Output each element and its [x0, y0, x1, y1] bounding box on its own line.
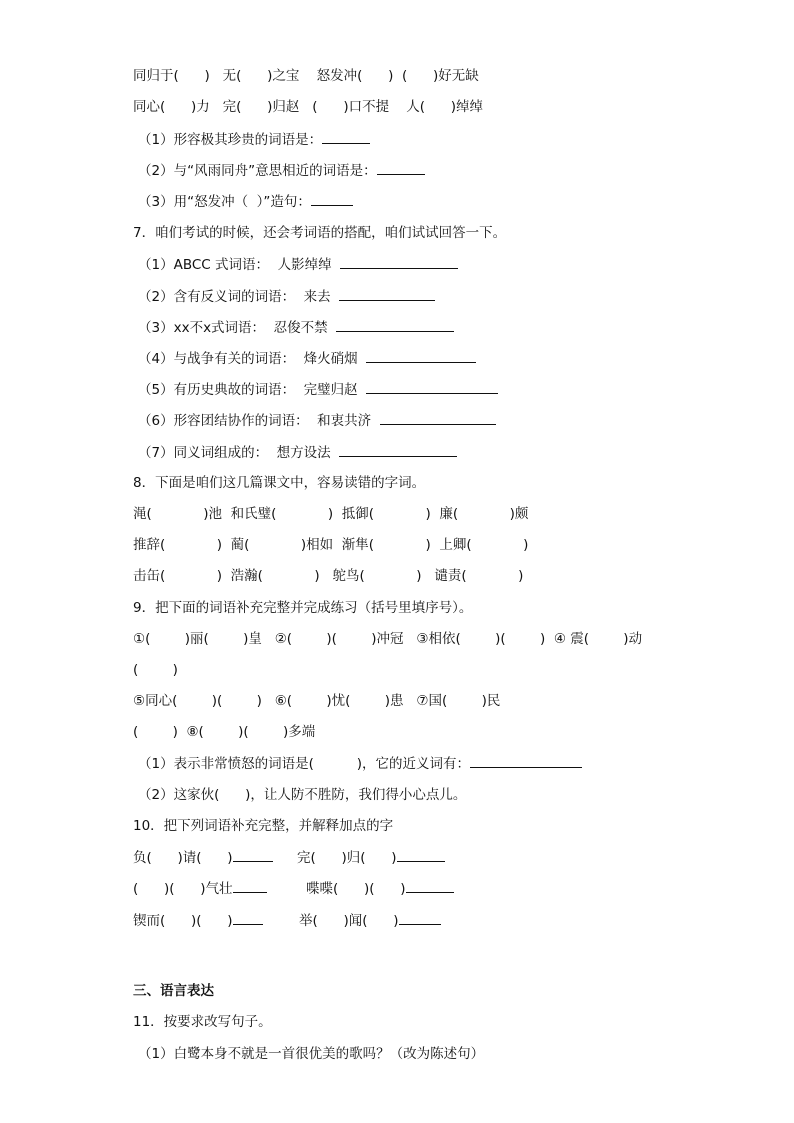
q7-item-1	[138, 254, 458, 274]
answer-blank[interactable]	[340, 254, 458, 269]
q11-sub-1: （1）白鹭本身不就是一首很优美的歌吗？（改为陈述句）	[138, 1046, 485, 1062]
q10-row-2-right	[306, 878, 454, 898]
answer-blank[interactable]	[233, 878, 267, 893]
q7-item-6	[138, 410, 496, 430]
q7-item-1-text: （1）ABCC 式词语： 人影绰绰	[138, 257, 341, 273]
answer-blank[interactable]	[399, 910, 441, 925]
section-heading: 三、语言表达	[133, 983, 214, 999]
q9-row-3: ( ) ⑧( )( )多端	[133, 724, 316, 740]
pinyin-row-3: 击缶( ) 浩瀚( ) 鸵鸟( ) 谴责( )	[133, 568, 524, 584]
q9-row-1: ①( )丽( )皇 ②( )( )冲冠 ③相依( )( ) ④ 震( )动	[133, 631, 643, 647]
q10-row-1-right	[297, 847, 445, 867]
answer-blank[interactable]	[366, 348, 476, 363]
q7-item-7-text: （7）同义词组成的： 想方设法	[138, 445, 340, 461]
q6-sub-1	[138, 129, 370, 149]
q7-item-3-text: （3）xx不x式词语： 忍俊不禁	[138, 320, 337, 336]
q6-sub-2-text: （2）与“风雨同舟”意思相近的词语是：	[138, 163, 377, 179]
q10-right-text: 举( )闻( )	[299, 913, 399, 929]
q7-item-2-text: （2）含有反义词的词语： 来去	[138, 289, 340, 305]
q10-left-text: 负( )请( )	[133, 850, 233, 866]
q10-row-3-right	[299, 910, 441, 930]
q7-item-6-text: （6）形容团结协作的词语： 和衷共济	[138, 413, 380, 429]
q10-right-text: 喋喋( )( )	[306, 881, 406, 897]
answer-blank[interactable]	[377, 160, 425, 175]
answer-blank[interactable]	[233, 847, 273, 862]
answer-blank[interactable]	[311, 191, 353, 206]
q10-right-text: 完( )归( )	[297, 850, 397, 866]
q10-left-text: ( )( )气壮	[133, 881, 233, 897]
q7-item-5	[138, 379, 498, 399]
q7-item-4-text: （4）与战争有关的词语： 烽火硝烟	[138, 351, 367, 367]
q7-item-3	[138, 317, 454, 337]
pinyin-row-1: 渑( )池 和氏璧( ) 抵御( ) 廉( )颇	[133, 506, 529, 522]
q7-item-4	[138, 348, 476, 368]
q6-sub-2	[138, 160, 425, 180]
answer-blank[interactable]	[397, 847, 445, 862]
question-9-title: 9．把下面的词语补充完整并完成练习（括号里填序号）。	[133, 600, 473, 616]
idiom-row-1: 同归于( ) 无( )之宝 怒发冲( ) ( )好无缺	[133, 68, 479, 84]
question-10-title: 10．把下列词语补充完整，并解释加点的字	[133, 818, 394, 834]
answer-blank[interactable]	[366, 379, 498, 394]
answer-blank[interactable]	[336, 317, 454, 332]
q6-sub-3	[138, 191, 353, 211]
q6-sub-1-text: （1）形容极其珍贵的词语是：	[138, 132, 323, 148]
q10-left-text: 锲而( )( )	[133, 913, 233, 929]
q7-item-5-text: （5）有历史典故的词语： 完璧归赵	[138, 382, 367, 398]
q10-row-3	[133, 910, 263, 930]
q10-row-1	[133, 847, 273, 867]
question-8-title: 8．下面是咱们这几篇课文中，容易读错的字词。	[133, 475, 426, 491]
question-11-title: 11．按要求改写句子。	[133, 1014, 272, 1030]
q9-sub-2: （2）这家伙( )，让人防不胜防，我们得小心点儿。	[138, 787, 467, 803]
answer-blank[interactable]	[233, 910, 263, 925]
answer-blank[interactable]	[339, 286, 435, 301]
q9-row-2: ⑤同心( )( ) ⑥( )忧( )患 ⑦国( )民	[133, 693, 501, 709]
answer-blank[interactable]	[339, 442, 457, 457]
pinyin-row-2: 推辞( ) 蔺( )相如 渐隼( ) 上卿( )	[133, 537, 529, 553]
answer-blank[interactable]	[380, 410, 496, 425]
question-7-title: 7．咱们考试的时候，还会考词语的搭配，咱们试试回答一下。	[133, 225, 507, 241]
answer-blank[interactable]	[470, 753, 582, 768]
q7-item-2	[138, 286, 435, 306]
idiom-row-2: 同心( )力 完( )归赵 ( )口不提 人( )绰绰	[133, 99, 484, 115]
q9-sub-1-text: （1）表示非常愤怒的词语是( )，它的近义词有：	[138, 756, 471, 772]
q6-sub-3-text: （3）用“怒发冲（ ）”造句：	[138, 194, 311, 210]
q10-row-2	[133, 878, 267, 898]
q9-sub-1	[138, 753, 582, 773]
answer-blank[interactable]	[406, 878, 454, 893]
q7-item-7	[138, 442, 457, 462]
q9-row-1-wrap: ( )	[133, 662, 178, 678]
answer-blank[interactable]	[322, 129, 370, 144]
